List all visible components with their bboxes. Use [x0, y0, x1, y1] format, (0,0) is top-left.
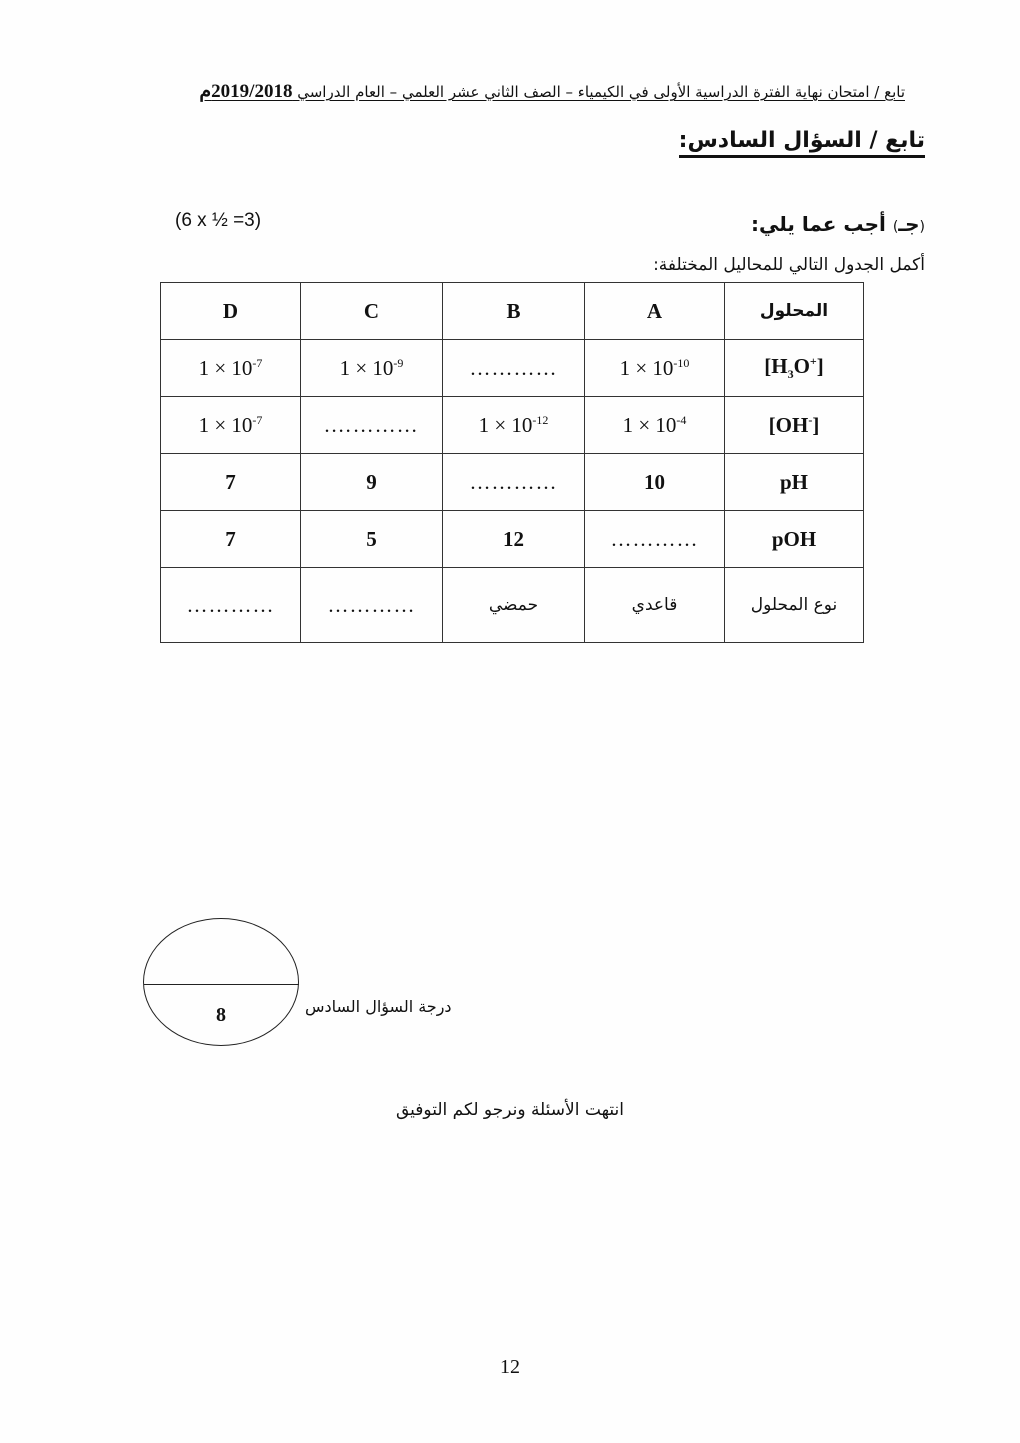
score-caption: درجة السؤال السادس	[305, 997, 452, 1016]
row-label-solution-type: نوع المحلول	[725, 568, 864, 643]
table-cell: حمضي	[443, 568, 585, 643]
table-row	[161, 340, 864, 397]
table-header-cell: B	[443, 283, 585, 340]
table-cell: 5	[301, 511, 443, 568]
blank-cell: …………	[443, 340, 585, 397]
row-label-oh: [OH-]	[725, 397, 864, 454]
solutions-table	[160, 282, 864, 643]
table-cell: 10	[585, 454, 725, 511]
table-cell: 7	[161, 511, 301, 568]
table-row	[161, 511, 864, 568]
closing-text: انتهت الأسئلة ونرجو لكم التوفيق	[395, 1100, 624, 1120]
table-cell: $1 \times 10^{-10}$	[585, 340, 725, 397]
blank-cell: …………	[301, 568, 443, 643]
question-label: (جـ) أجب عما يلي:	[750, 212, 925, 236]
table-cell: قاعدي	[585, 568, 725, 643]
table-cell: $1 \times 10^{-4}$	[585, 397, 725, 454]
row-label-ph: pH	[725, 454, 864, 511]
table-cell: $1 \times 10^{-7}$	[161, 340, 301, 397]
table-row	[161, 397, 864, 454]
table-header-cell: المحلول	[725, 283, 864, 340]
table-header-cell: C	[301, 283, 443, 340]
table-cell: 12	[443, 511, 585, 568]
exam-header	[125, 80, 905, 103]
page-number: 12	[500, 1356, 520, 1378]
table-header-cell: A	[585, 283, 725, 340]
table-cell: $1 \times 10^{-12}$	[443, 397, 585, 454]
header-text: تابع / امتحان نهاية الفترة الدراسية الأولى في الكيمياء – الصف الثاني عشر العلمي – العام الدراسي	[292, 83, 905, 101]
table-row	[161, 568, 864, 643]
table-header-cell: D	[161, 283, 301, 340]
question-letter: جـ	[898, 212, 920, 236]
question-text: أجب عما يلي:	[750, 212, 893, 236]
blank-cell: …………	[585, 511, 725, 568]
table-cell: 7	[161, 454, 301, 511]
question-marks: (6 x ½ =3)	[175, 210, 262, 231]
table-cell: $1 \times 10^{-9}$	[301, 340, 443, 397]
table-row	[161, 454, 864, 511]
header-year: 2019/2018م	[199, 81, 293, 102]
section-title: تابع / السؤال السادس:	[679, 128, 925, 158]
score-value: 8	[216, 1004, 226, 1026]
table-header-row	[161, 283, 864, 340]
table-cell: 9	[301, 454, 443, 511]
row-label-poh: pOH	[725, 511, 864, 568]
row-label-h3o: $[H_3O^+]$	[725, 340, 864, 397]
blank-cell: ………….	[301, 397, 443, 454]
table-cell: $1 \times 10^{-7}$	[161, 397, 301, 454]
score-divider	[144, 984, 299, 985]
blank-cell: …………	[161, 568, 301, 643]
instruction-text: أكمل الجدول التالي للمحاليل المختلفة:	[653, 255, 925, 275]
blank-cell: …………	[443, 454, 585, 511]
